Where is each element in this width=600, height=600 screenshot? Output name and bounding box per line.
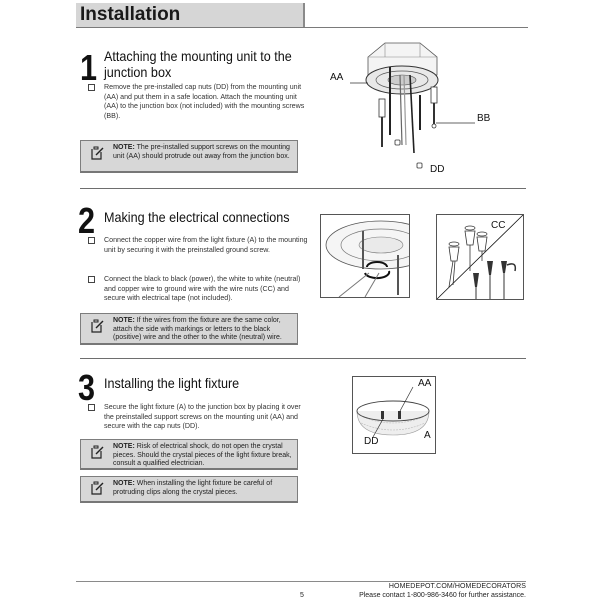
checkbox-icon	[88, 84, 95, 91]
checkbox-icon	[88, 276, 95, 283]
checkbox-icon	[88, 404, 95, 411]
step-2-title: Making the electrical connections	[104, 209, 290, 225]
step-1-number: 1	[80, 47, 97, 88]
mounting-unit-figure	[340, 35, 480, 175]
step-2-number: 2	[78, 200, 95, 241]
page-number: 5	[300, 592, 304, 599]
step-1-title-line2: junction box	[104, 64, 172, 80]
wire-nuts-figure	[436, 214, 524, 300]
label-a-step3: A	[424, 430, 431, 441]
note-pad-icon	[89, 480, 105, 496]
footer-url: HOMEDEPOT.COM/HOMEDECORATORS	[388, 583, 526, 590]
step-2-note: NOTE: If the wires from the fixture are the same color, attach the side with markings or letters to the black (positive) wire and the other to the white (neutral) wire.	[80, 313, 298, 345]
footer-rule	[76, 581, 526, 582]
step-3-bullet-1: Secure the light fixture (A) to the junction box by placing it over the preinstalled support screws on the mounting unit (AA) and secure with the cap nuts (DD).	[88, 403, 318, 433]
label-dd-step3: DD	[364, 436, 379, 447]
label-bb: BB	[477, 113, 491, 124]
step-1-bullet-1: Remove the pre-installed cap nuts (DD) from the mounting unit (AA) and put them in a safe location. Attach the mounting unit (AA) to the junction box (not included) with the mounting screws (BB).	[88, 83, 318, 123]
ground-screw-figure	[320, 214, 410, 298]
footer-contact: Please contact 1-800-986-3460 for further assistance.	[359, 592, 526, 599]
step-3-number: 3	[78, 367, 95, 408]
section-divider-1	[80, 188, 526, 189]
step-2-bullet-2: Connect the black to black (power), the white to white (neutral) and copper wire to ground wire with the wire nuts (CC) and secure with electrical tape (not included).	[88, 275, 318, 305]
header-rule	[76, 27, 528, 28]
wire-nuts-illustration	[437, 215, 523, 299]
step-1-note: NOTE: The pre-installed support screws on the mounting unit (AA) should protrude out away from the junction box.	[80, 140, 298, 173]
note-pad-icon	[89, 318, 105, 334]
checkbox-icon	[88, 237, 95, 244]
label-cc: CC	[491, 220, 506, 231]
section-divider-2	[80, 358, 526, 359]
step-3-note-1: NOTE: Risk of electrical shock, do not open the crystal pieces. Should the crystal pieces of the light fixture break, consult a qualified electrician.	[80, 439, 298, 470]
label-aa-step3: AA	[418, 378, 432, 389]
step-3-note-2: NOTE: When installing the light fixture be careful of protruding clips along the crystal pieces.	[80, 476, 298, 503]
label-aa: AA	[330, 72, 344, 83]
ground-screw-illustration	[321, 215, 409, 297]
note-pad-icon	[89, 145, 105, 161]
label-dd: DD	[430, 164, 445, 175]
step-1-title-line1: Attaching the mounting unit to the	[104, 48, 292, 64]
step-3-title: Installing the light fixture	[104, 375, 240, 391]
page-title: Installation	[80, 4, 181, 25]
step-2-bullet-1: Connect the copper wire from the light fixture (A) to the mounting unit by securing it with the preinstalled ground screw.	[88, 236, 318, 266]
note-pad-icon	[89, 444, 105, 460]
